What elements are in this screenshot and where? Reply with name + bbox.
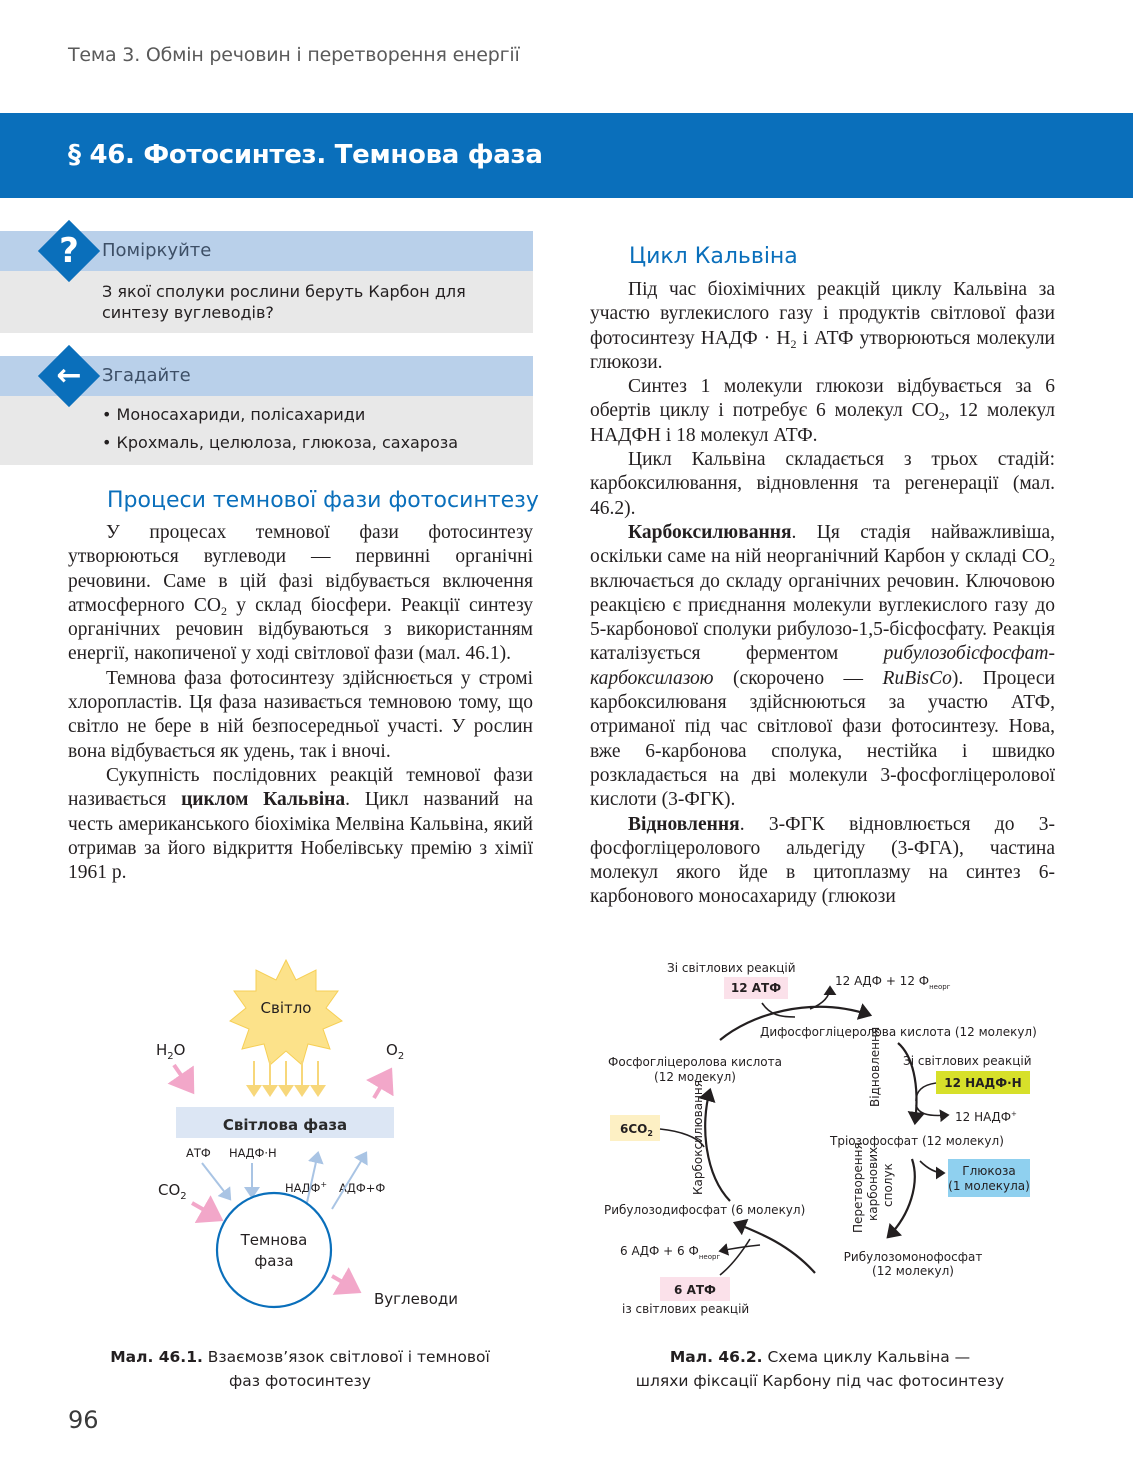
carboxylation-label: Карбоксилювання: [691, 1080, 705, 1195]
think-box-label: Поміркуйте: [102, 240, 212, 261]
rearr-line1: Перетворення: [851, 1142, 865, 1233]
think-question-line1: З якої сполуки рослини беруть Карбон для: [102, 282, 466, 301]
recall-box-label: Згадайте: [102, 365, 191, 386]
h2o-label: $H_2O$: [156, 1041, 186, 1062]
right-section-heading: Цикл Кальвіна: [629, 244, 798, 269]
right-column-text: [590, 278, 1055, 910]
right-paragraph-3: Цикл Кальвіна складається з трьох стадій: карбоксилювання, відновлення та регенерації (мал. 46.2).: [590, 449, 1055, 519]
atp12-label: 12 АТФ: [730, 981, 782, 995]
left-column-text: [68, 521, 533, 885]
from-light-top: Зі світлових реакцій: [667, 961, 796, 975]
right-paragraph-5: Відновлення. 3-ФГК відновлюється до 3-фосфогліцеролового альдегіду (3-ФГА), частина молекул якого йде в цитоплазму на синтез 6-карбонового моносахариду (глюкози: [590, 813, 1055, 908]
left-paragraph-3: Сукупність послідовних реакцій темнової фази називається циклом Кальвіна. Цикл названий на честь американського біохіміка Мелвіна Кальвіна, який отримав за його відкриття Нобелівську премію з хімії 1961 р.: [68, 764, 533, 884]
think-question-line2: синтезу вуглеводів?: [102, 303, 274, 322]
nadp-branch: [916, 1105, 948, 1116]
from-light-right: Зі світлових реакцій: [903, 1054, 1032, 1068]
page-number: 96: [68, 1406, 99, 1434]
atp6-label: 6 АТФ: [674, 1283, 716, 1297]
right-paragraph-2: Синтез 1 молекули глюкози відбувається за 6 обертів циклу і потребує 6 молекул $CO_2$, 12 молекул НАДФН і 18 молекул АТФ.: [590, 376, 1055, 446]
dark-phase-label-line2: фаза: [254, 1252, 294, 1270]
left-paragraph-2: Темнова фаза фотосинтезу здійснюється у стромі хлоропластів. Ця фаза називається темновою тому, що світло не бере в ній безпосередньої участі. У рослин вона відбувається як удень, так і вночі.: [68, 667, 533, 762]
left-section-heading: Процеси темнової фази фотосинтезу: [107, 488, 539, 513]
right-paragraph-4: Карбоксилювання. Ця стадія найважливіша, оскільки саме на ній неорганічний Карбон у складі $CO_2$ включається до складу органічних речовин. Ключовою реакцією є приєднання молекули вуглекислого газу до 5-карбонової сполуки рибулозо-1,5-бісфосфату. Реакція каталізується ферментом рибулозобісфосфат-карбоксилазою (скорочено — RuBisCo). Процеси карбоксилюваня здійснюються за участю АТФ, отриманої під час світлової фази фотосинтезу. Нова, вже 6-карбонова сполука, нестійка і швидко розкладається на дві молекули 3-фосфогліцеролової кислоти (3-ФГК).: [590, 521, 1055, 811]
atf-label: АТФ: [186, 1146, 211, 1160]
nadf-plus-arrow: [306, 1153, 318, 1207]
arrow-to-pga: [705, 1090, 730, 1201]
figure-46-2-caption: Мал. 46.2. Схема циклу Кальвіна — шляхи фіксації Карбону під час фотосинтезу: [635, 1348, 1005, 1390]
restoration-label: Відновлення: [868, 1026, 882, 1107]
co2-arrow: [192, 1203, 220, 1219]
dark-phase-circle: [217, 1193, 331, 1307]
right-paragraph-1: Під час біохімічних реакцій циклу Кальвіна за участю вуглекислого газу і продуктів світлової фази фотосинтезу НАДФ · $Н_2$ і АТФ утворюються молекули глюкози.: [590, 279, 1055, 373]
nadph-branch: [916, 1083, 936, 1101]
rump-line2: (12 молекул): [872, 1264, 954, 1278]
dpg-label: Дифосфогліцеролова кислота (12 молекул): [760, 1025, 1037, 1039]
carbs-label: Вуглеводи: [374, 1290, 459, 1308]
left-paragraph-1: У процесах темнової фази фотосинтезу утворюються вуглеводи — первинні органічні речовини. Саме в цій фазі відбувається включення атмосферного $CO_2$ у склад біосфери. Реакції синтезу органічних речовин відбуваються з використанням енергії, накопиченої у ході світлової фази (мал. 46.1).: [68, 522, 533, 665]
running-head: Тема 3. Обмін речовин і перетворення енергії: [68, 44, 520, 66]
nadph12-label: 12 НАДФ·Н: [944, 1076, 1022, 1090]
arrow-left-icon: ←: [56, 358, 82, 393]
adp12-label: 12 АДФ + 12 $Ф_{неорг}$: [835, 974, 951, 991]
adp6-branch: [720, 1245, 760, 1251]
recall-item: • Крохмаль, целюлоза, глюкоза, сахароза: [102, 433, 459, 452]
adf-f-label: АДФ+Ф: [339, 1181, 386, 1195]
question-mark-icon: ?: [59, 231, 79, 271]
h2o-arrow: [174, 1065, 192, 1091]
adp6-label: 6 АДФ + 6 $Ф_{неорг}$: [620, 1244, 721, 1261]
dark-phase-label-line1: Темнова: [240, 1231, 308, 1249]
o2-label: $O_2$: [386, 1041, 405, 1062]
nadp12-label: 12 НАДФ+: [955, 1110, 1017, 1124]
co2-label: $CO_2$: [158, 1181, 187, 1202]
from-light-bottom: із світлових реакцій: [622, 1302, 750, 1316]
light-arrows: [254, 1061, 318, 1095]
rearr-line3: сполук: [881, 1163, 895, 1207]
pga-line2: (12 молекул): [654, 1070, 736, 1084]
sun-label: Світло: [260, 999, 312, 1017]
nadf-plus-label: НАДФ+: [285, 1180, 328, 1195]
arrow-to-rudp: [735, 1223, 815, 1273]
triose-label: Тріозофосфат (12 молекул): [830, 1134, 1004, 1148]
nadfh-label: НАДФ·Н: [229, 1146, 277, 1160]
rearr-line2: карбонових: [866, 1146, 880, 1221]
co2-6-label: $6CO_2$: [620, 1122, 653, 1138]
atf-arrow: [202, 1163, 230, 1199]
carbs-arrow: [332, 1276, 358, 1291]
atp6-branch: [720, 1239, 750, 1275]
recall-item: • Моносахариди, полісахариди: [102, 405, 366, 424]
glucose-line1: Глюкоза: [962, 1164, 1016, 1178]
figure-46-2: [590, 955, 1050, 1330]
figure-46-1-caption: Мал. 46.1. Взаємозв’язок світлової і темнової фаз фотосинтезу: [110, 1348, 490, 1390]
glucose-branch: [920, 1161, 944, 1173]
glucose-line2: (1 молекула): [948, 1179, 1030, 1193]
pga-line1: Фосфогліцеролова кислота: [608, 1055, 782, 1069]
page-title: § 46. Фотосинтез. Темнова фаза: [68, 140, 543, 170]
o2-arrow: [374, 1071, 390, 1098]
light-phase-label: Світлова фаза: [222, 1116, 348, 1134]
rump-line1: Рибулозомонофосфат: [843, 1250, 983, 1264]
rudp-label: Рибулозодифосфат (6 молекул): [604, 1203, 806, 1217]
figure-46-1: [140, 955, 480, 1325]
